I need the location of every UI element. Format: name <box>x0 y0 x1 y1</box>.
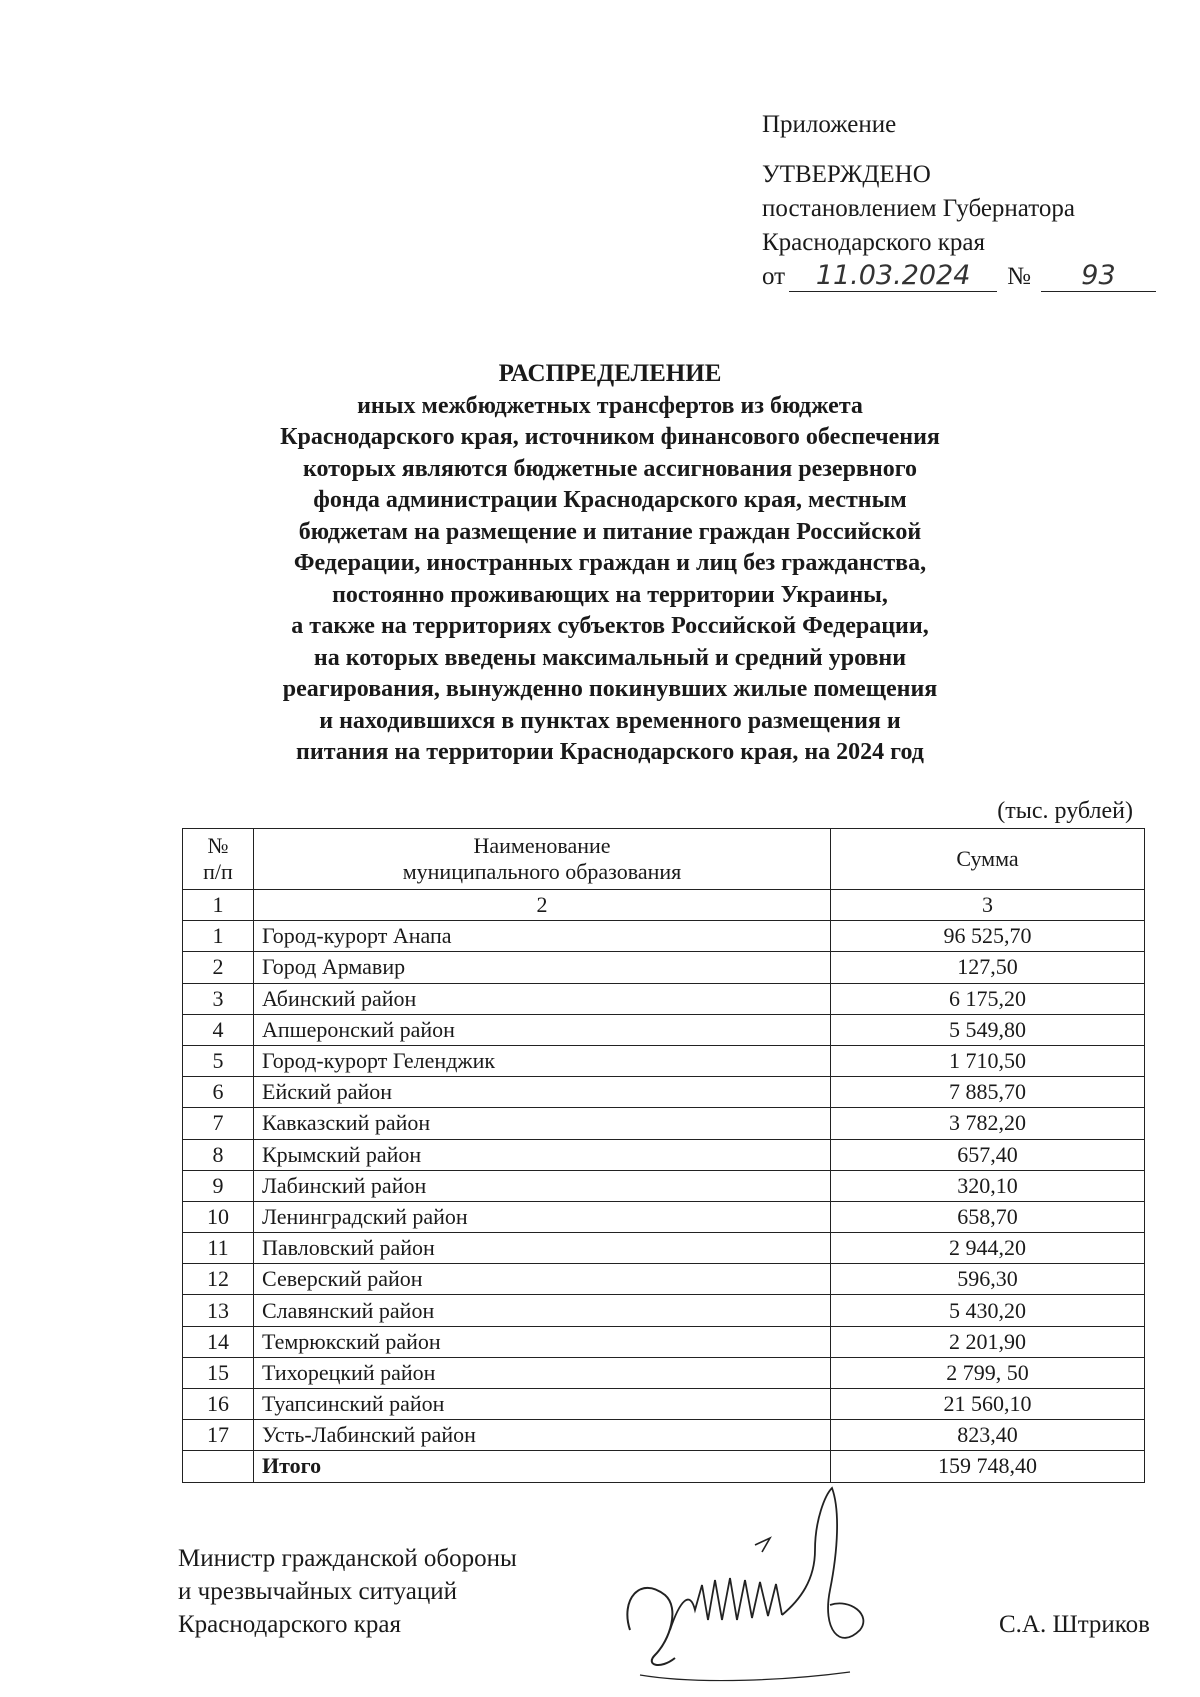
title-line: иных межбюджетных трансфертов из бюджета <box>357 392 863 419</box>
row-number-cell: 10 <box>183 1201 254 1232</box>
signer-line1: Министр гражданской обороны <box>178 1545 517 1572</box>
row-name-cell: Крымский район <box>254 1139 831 1170</box>
table-row <box>183 1420 1145 1451</box>
row-name-cell: Славянский район <box>254 1295 831 1326</box>
total-row <box>183 1451 1145 1482</box>
table-row <box>183 952 1145 983</box>
number-prefix: № <box>1007 263 1031 290</box>
row-name-cell: Город Армавир <box>254 952 831 983</box>
handwritten-number: 93 <box>1041 261 1156 292</box>
row-number-cell: 4 <box>183 1014 254 1045</box>
row-number-cell: 5 <box>183 1045 254 1076</box>
approved-label: УТВЕРЖДЕНО <box>762 161 931 188</box>
row-name-cell: Лабинский район <box>254 1170 831 1201</box>
approved-by-line2: Краснодарского края <box>762 229 985 256</box>
row-name-cell: Кавказский район <box>254 1108 831 1139</box>
approval-block <box>762 108 1182 294</box>
row-number-cell: 15 <box>183 1357 254 1388</box>
row-sum-cell: 127,50 <box>831 952 1145 983</box>
table-row <box>183 1264 1145 1295</box>
row-number-cell: 2 <box>183 952 254 983</box>
table-row <box>183 921 1145 952</box>
header-number-line2: п/п <box>203 859 233 884</box>
row-name-cell: Северский район <box>254 1264 831 1295</box>
header-name-cell <box>254 829 831 890</box>
row-sum-cell: 2 201,90 <box>831 1326 1145 1357</box>
units-label: (тыс. рублей) <box>997 798 1133 824</box>
signer-name: С.А. Штриков <box>999 1611 1150 1638</box>
table-row <box>183 1170 1145 1201</box>
row-sum-cell: 657,40 <box>831 1139 1145 1170</box>
title-line: Федерации, иностранных граждан и лиц без гражданства, <box>293 550 927 576</box>
title-line: фонда администрации Краснодарского края, местным <box>313 487 907 513</box>
title-line: бюджетам на размещение и питание граждан Российской <box>298 518 922 545</box>
row-number-cell: 12 <box>183 1264 254 1295</box>
handwritten-date: 11.03.2024 <box>789 261 997 292</box>
row-sum-cell: 2 799, 50 <box>831 1357 1145 1388</box>
row-sum-cell: 596,30 <box>831 1264 1145 1295</box>
row-number-cell: 17 <box>183 1420 254 1451</box>
row-name-cell: Ейский район <box>254 1077 831 1108</box>
title-line: питания на территории Краснодарского края, на 2024 год <box>296 739 924 765</box>
row-sum-cell: 2 944,20 <box>831 1233 1145 1264</box>
approved-by-line1: постановлением Губернатора <box>762 195 1075 222</box>
title-line: на которых введены максимальный и средний уровни <box>313 644 907 671</box>
row-sum-cell: 1 710,50 <box>831 1045 1145 1076</box>
row-number-cell: 14 <box>183 1326 254 1357</box>
header-name-line2: муниципального образования <box>402 859 682 884</box>
table-row <box>183 1014 1145 1045</box>
total-sum-cell: 159 748,40 <box>831 1451 1145 1482</box>
row-sum-cell: 6 175,20 <box>831 983 1145 1014</box>
table-row <box>183 1108 1145 1139</box>
title-heading: РАСПРЕДЕЛЕНИЕ <box>498 360 722 387</box>
title-line: и находившихся в пунктах временного размещения и <box>319 707 901 734</box>
column-number-cell: 2 <box>254 890 831 921</box>
handwritten-signature <box>610 1480 910 1690</box>
row-number-cell: 6 <box>183 1077 254 1108</box>
total-empty-cell <box>183 1451 254 1482</box>
row-number-cell: 13 <box>183 1295 254 1326</box>
row-number-cell: 3 <box>183 983 254 1014</box>
column-numbers-row <box>183 890 1145 921</box>
row-sum-cell: 5 549,80 <box>831 1014 1145 1045</box>
table-row <box>183 1139 1145 1170</box>
row-name-cell: Ленинградский район <box>254 1201 831 1232</box>
table-header-row <box>183 829 1145 890</box>
row-sum-cell: 7 885,70 <box>831 1077 1145 1108</box>
total-label-cell: Итого <box>254 1451 831 1482</box>
table-row <box>183 1389 1145 1420</box>
signer-line2: и чрезвычайных ситуаций <box>178 1578 458 1605</box>
title-line: а также на территориях субъектов Российской Федерации, <box>291 613 929 639</box>
row-sum-cell: 320,10 <box>831 1170 1145 1201</box>
column-number-cell: 3 <box>831 890 1145 921</box>
header-name-line1: Наименование <box>473 833 611 858</box>
title-line: постоянно проживающих на территории Украины, <box>332 581 888 608</box>
row-number-cell: 16 <box>183 1389 254 1420</box>
column-number-cell: 1 <box>183 890 254 921</box>
row-name-cell: Город-курорт Геленджик <box>254 1045 831 1076</box>
row-number-cell: 7 <box>183 1108 254 1139</box>
title-line: которых являются бюджетные ассигнования резервного <box>302 455 918 482</box>
row-sum-cell: 5 430,20 <box>831 1295 1145 1326</box>
row-number-cell: 1 <box>183 921 254 952</box>
row-name-cell: Усть-Лабинский район <box>254 1420 831 1451</box>
date-prefix: от <box>762 263 786 290</box>
row-name-cell: Город-курорт Анапа <box>254 921 831 952</box>
row-number-cell: 8 <box>183 1139 254 1170</box>
distribution-table <box>182 828 1145 1483</box>
document-title <box>180 358 1040 769</box>
table-row <box>183 1233 1145 1264</box>
row-name-cell: Темрюкский район <box>254 1326 831 1357</box>
table-row <box>183 1077 1145 1108</box>
table-row <box>183 983 1145 1014</box>
header-number-line1: № <box>207 833 229 858</box>
row-name-cell: Тихорецкий район <box>254 1357 831 1388</box>
row-name-cell: Павловский район <box>254 1233 831 1264</box>
row-name-cell: Туапсинский район <box>254 1389 831 1420</box>
row-name-cell: Абинский район <box>254 983 831 1014</box>
table-row <box>183 1045 1145 1076</box>
table-row <box>183 1201 1145 1232</box>
table-row <box>183 1295 1145 1326</box>
row-number-cell: 11 <box>183 1233 254 1264</box>
annex-label: Приложение <box>762 111 897 138</box>
row-name-cell: Апшеронский район <box>254 1014 831 1045</box>
row-sum-cell: 96 525,70 <box>831 921 1145 952</box>
title-line: реагирования, вынужденно покинувших жилые помещения <box>282 676 938 702</box>
row-sum-cell: 658,70 <box>831 1201 1145 1232</box>
row-number-cell: 9 <box>183 1170 254 1201</box>
table-row <box>183 1326 1145 1357</box>
row-sum-cell: 3 782,20 <box>831 1108 1145 1139</box>
signer-line3: Краснодарского края <box>178 1611 401 1638</box>
signer-position <box>178 1542 598 1641</box>
title-line: Краснодарского края, источником финансового обеспечения <box>280 424 940 450</box>
table-row <box>183 1357 1145 1388</box>
approval-date-line <box>762 260 1182 294</box>
header-sum-cell: Сумма <box>831 829 1145 890</box>
row-sum-cell: 21 560,10 <box>831 1389 1145 1420</box>
row-sum-cell: 823,40 <box>831 1420 1145 1451</box>
header-number-cell <box>183 829 254 890</box>
